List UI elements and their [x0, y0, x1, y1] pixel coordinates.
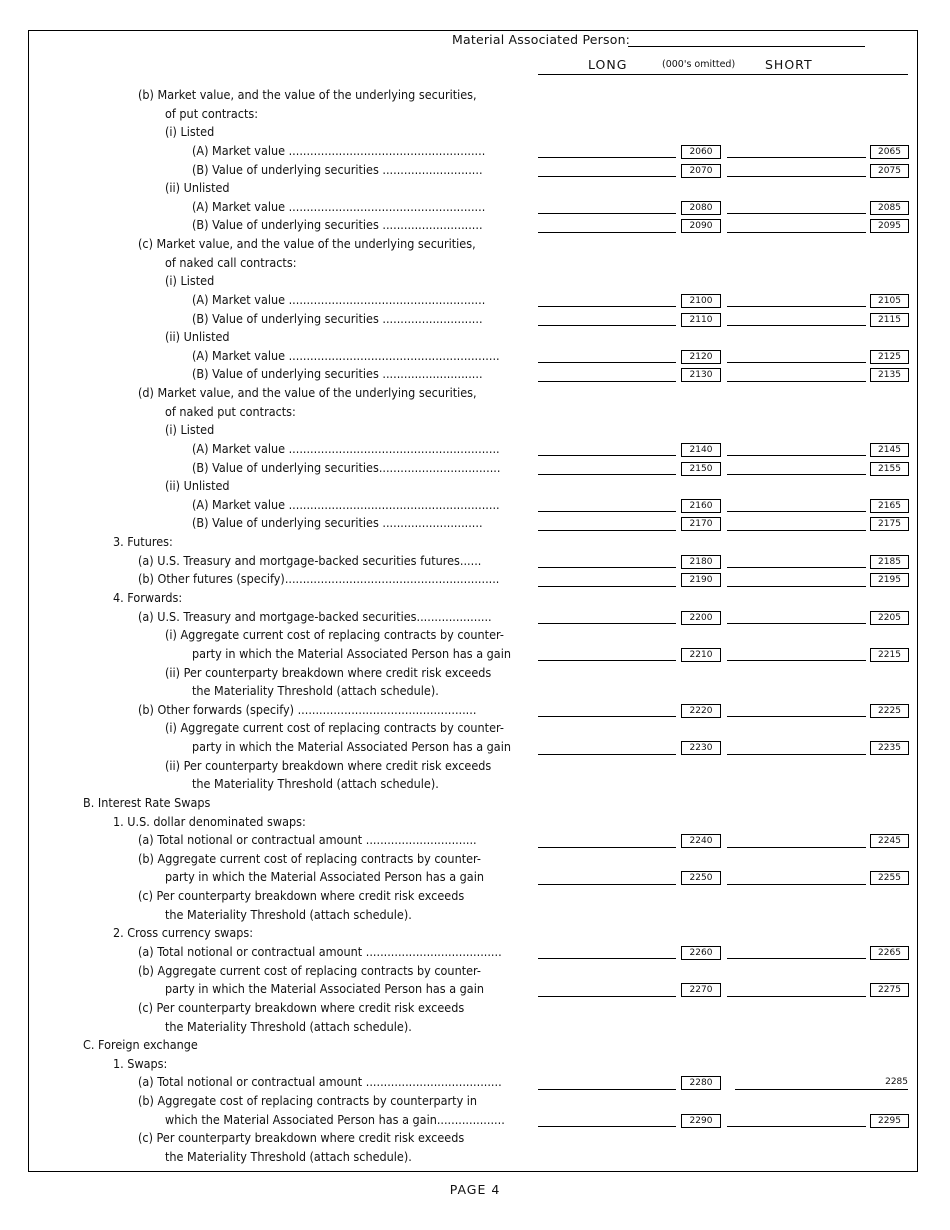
- row-label: (A) Market value ...........................................................: [192, 347, 500, 363]
- short-value-field[interactable]: [727, 455, 866, 456]
- short-value-field[interactable]: [727, 213, 866, 214]
- long-value-field[interactable]: [538, 306, 676, 307]
- short-line-code: 2085: [870, 201, 909, 215]
- long-value-field[interactable]: [538, 325, 676, 326]
- row-label: (i) Listed: [165, 124, 215, 140]
- row-label: (b) Aggregate current cost of replacing contracts by counter-: [138, 962, 481, 978]
- long-line-code: 2080: [681, 201, 721, 215]
- long-value-field[interactable]: [538, 847, 676, 848]
- form-row: [0, 850, 950, 869]
- row-label: (A) Market value ...........................................................: [192, 496, 500, 512]
- form-row: [0, 682, 950, 701]
- long-line-code: 2220: [681, 704, 721, 718]
- form-row: [0, 421, 950, 440]
- row-label: (ii) Unlisted: [165, 478, 230, 494]
- form-row: [0, 626, 950, 645]
- long-line-code: 2250: [681, 871, 721, 885]
- long-line-code: 2230: [681, 741, 721, 755]
- row-label: (i) Listed: [165, 422, 215, 438]
- short-line-code: 2145: [870, 443, 909, 457]
- form-row: [0, 738, 950, 757]
- long-line-code: 2240: [681, 834, 721, 848]
- short-value-field[interactable]: [727, 1126, 866, 1127]
- short-line-code: 2215: [870, 648, 909, 662]
- short-line-code: 2115: [870, 313, 909, 327]
- long-value-field[interactable]: [538, 176, 676, 177]
- form-row: [0, 757, 950, 776]
- row-label: (b) Market value, and the value of the underlying securities,: [138, 87, 477, 102]
- long-line-code: 2260: [681, 946, 721, 960]
- long-line-code: 2180: [681, 555, 721, 569]
- short-value-field[interactable]: [735, 1089, 908, 1090]
- form-row: [0, 589, 950, 608]
- row-label: (a) Total notional or contractual amount ......................................: [138, 1074, 502, 1090]
- row-label: the Materiality Threshold (attach schedule).: [165, 1018, 412, 1034]
- form-row: [0, 775, 950, 794]
- short-value-field[interactable]: [727, 847, 866, 848]
- long-line-code: 2160: [681, 499, 721, 513]
- long-line-code: 2110: [681, 313, 721, 327]
- long-value-field[interactable]: [538, 511, 676, 512]
- row-label: (B) Value of underlying securities ............................: [192, 310, 483, 326]
- row-label: the Materiality Threshold (attach schedule).: [165, 906, 412, 922]
- short-line-code: 2265: [870, 946, 909, 960]
- short-value-field[interactable]: [727, 958, 866, 959]
- row-label: which the Material Associated Person has a gain...................: [165, 1111, 505, 1127]
- long-line-code: 2170: [681, 517, 721, 531]
- short-value-field[interactable]: [727, 586, 866, 587]
- row-label: B. Interest Rate Swaps: [83, 794, 211, 810]
- form-row: [0, 142, 950, 161]
- form-row: [0, 962, 950, 981]
- row-label: (i) Aggregate current cost of replacing contracts by counter-: [165, 627, 504, 643]
- form-row: [0, 719, 950, 738]
- short-value-field[interactable]: [727, 754, 866, 755]
- short-value-field[interactable]: [727, 157, 866, 158]
- row-label: 1. Swaps:: [113, 1055, 168, 1071]
- long-value-field[interactable]: [538, 474, 676, 475]
- row-label: 4. Forwards:: [113, 590, 183, 605]
- row-label: (i) Aggregate current cost of replacing contracts by counter-: [165, 720, 504, 736]
- form-row: [0, 831, 950, 850]
- row-label: of naked call contracts:: [165, 254, 297, 270]
- row-label: of put contracts:: [165, 105, 259, 121]
- form-row: [0, 1148, 950, 1167]
- form-row: [0, 1073, 950, 1092]
- row-label: (a) Total notional or contractual amount ......................................: [138, 943, 502, 959]
- long-value-field[interactable]: [538, 623, 676, 624]
- long-value-field[interactable]: [538, 1126, 676, 1127]
- row-label: (A) Market value .......................................................: [192, 142, 486, 158]
- row-label: 3. Futures:: [113, 534, 173, 550]
- long-line-code: 2090: [681, 219, 721, 233]
- row-label: (c) Market value, and the value of the underlying securities,: [138, 236, 476, 252]
- short-value-field[interactable]: [727, 176, 866, 177]
- row-label: (B) Value of underlying securities ............................: [192, 161, 483, 177]
- form-row: [0, 1036, 950, 1055]
- short-line-code: 2225: [870, 704, 909, 718]
- row-label: (b) Other forwards (specify) ..................................................: [138, 701, 477, 717]
- short-value-field[interactable]: [727, 232, 866, 233]
- form-row: [0, 533, 950, 552]
- form-row: [0, 794, 950, 813]
- form-row: [0, 496, 950, 515]
- form-row: [0, 1129, 950, 1148]
- form-row: [0, 980, 950, 999]
- form-row: [0, 216, 950, 235]
- form-row: [0, 272, 950, 291]
- row-label: (c) Per counterparty breakdown where credit risk exceeds: [138, 888, 465, 904]
- row-label: (B) Value of underlying securities ............................: [192, 366, 483, 382]
- row-label: party in which the Material Associated Person has a gain: [165, 981, 484, 997]
- form-row: [0, 123, 950, 142]
- form-row: [0, 570, 950, 589]
- short-line-code: 2245: [870, 834, 909, 848]
- long-value-field[interactable]: [538, 455, 676, 456]
- form-row: [0, 1055, 950, 1074]
- long-line-code: 2140: [681, 443, 721, 457]
- row-label: (d) Market value, and the value of the underlying securities,: [138, 385, 477, 401]
- form-row: [0, 347, 950, 366]
- row-label: (B) Value of underlying securities ............................: [192, 515, 483, 531]
- row-label: (B) Value of underlying securities ............................: [192, 217, 483, 233]
- row-label: the Materiality Threshold (attach schedule).: [192, 776, 439, 792]
- long-value-field[interactable]: [538, 362, 676, 363]
- short-value-field[interactable]: [727, 474, 866, 475]
- long-value-field[interactable]: [538, 381, 676, 382]
- form-row: [0, 440, 950, 459]
- form-row: [0, 365, 950, 384]
- page-number: PAGE 4: [449, 1182, 501, 1197]
- short-line-code: 2135: [870, 368, 909, 382]
- map-name-label: Material Associated Person:: [452, 32, 631, 47]
- long-column-header: LONG: [588, 57, 628, 72]
- form-row: [0, 1092, 950, 1111]
- form-row: [0, 924, 950, 943]
- row-label: (b) Aggregate cost of replacing contracts by counterparty in: [138, 1093, 478, 1109]
- long-value-field[interactable]: [538, 232, 676, 233]
- form-row: [0, 161, 950, 180]
- form-row: [0, 403, 950, 422]
- form-row: [0, 887, 950, 906]
- short-value-field[interactable]: [727, 716, 866, 717]
- short-line-code: 2275: [870, 983, 909, 997]
- short-line-code: 2075: [870, 164, 909, 178]
- short-value-field[interactable]: [727, 567, 866, 568]
- form-row: [0, 813, 950, 832]
- short-value-field[interactable]: [727, 381, 866, 382]
- long-value-field[interactable]: [538, 213, 676, 214]
- row-label: C. Foreign exchange: [83, 1037, 198, 1053]
- long-value-field[interactable]: [538, 716, 676, 717]
- row-label: (A) Market value ...........................................................: [192, 440, 500, 456]
- row-label: (ii) Per counterparty breakdown where credit risk exceeds: [165, 664, 492, 680]
- form-row: [0, 310, 950, 329]
- row-label: (A) Market value .......................................................: [192, 198, 486, 214]
- long-line-code: 2070: [681, 164, 721, 178]
- form-row: [0, 291, 950, 310]
- short-value-field[interactable]: [727, 660, 866, 661]
- short-line-code: 2125: [870, 350, 909, 364]
- row-label: (c) Per counterparty breakdown where credit risk exceeds: [138, 999, 465, 1015]
- short-value-field[interactable]: [727, 306, 866, 307]
- short-line-code: 2095: [870, 219, 909, 233]
- form-row: [0, 254, 950, 273]
- long-line-code: 2270: [681, 983, 721, 997]
- omitted-note: (000's omitted): [662, 59, 736, 70]
- row-label: (ii) Unlisted: [165, 329, 230, 345]
- form-row: [0, 459, 950, 478]
- form-row: [0, 1111, 950, 1130]
- form-row: [0, 868, 950, 887]
- form-row: [0, 943, 950, 962]
- long-value-field[interactable]: [538, 754, 676, 755]
- long-value-field[interactable]: [538, 567, 676, 568]
- row-label: (ii) Per counterparty breakdown where credit risk exceeds: [165, 757, 492, 773]
- row-label: (a) U.S. Treasury and mortgage-backed securities futures......: [138, 552, 482, 568]
- long-value-field[interactable]: [538, 157, 676, 158]
- short-line-code: 2155: [870, 462, 909, 476]
- long-line-code: 2200: [681, 611, 721, 625]
- row-label: (c) Per counterparty breakdown where credit risk exceeds: [138, 1130, 465, 1146]
- row-label: the Materiality Threshold (attach schedule).: [192, 683, 439, 699]
- short-line-code: 2165: [870, 499, 909, 513]
- row-label: (b) Other futures (specify)............................................................: [138, 571, 500, 587]
- long-value-field[interactable]: [538, 530, 676, 531]
- form-row: [0, 608, 950, 627]
- form-row: [0, 384, 950, 403]
- long-value-field[interactable]: [538, 884, 676, 885]
- long-line-code: 2120: [681, 350, 721, 364]
- short-value-field[interactable]: [727, 511, 866, 512]
- long-line-code: 2130: [681, 368, 721, 382]
- row-label: (ii) Unlisted: [165, 180, 230, 196]
- form-row: [0, 328, 950, 347]
- long-line-code: 2060: [681, 145, 721, 159]
- form-row: [0, 645, 950, 664]
- row-label: (i) Listed: [165, 273, 215, 289]
- row-label: (a) Total notional or contractual amount ...............................: [138, 832, 477, 848]
- row-label: 2. Cross currency swaps:: [113, 925, 254, 941]
- form-row: [0, 664, 950, 683]
- short-line-code: 2105: [870, 294, 909, 308]
- column-header-rule: [538, 74, 908, 75]
- short-value-field[interactable]: [727, 884, 866, 885]
- row-label: the Materiality Threshold (attach schedule).: [165, 1148, 412, 1164]
- short-line-code: 2185: [870, 555, 909, 569]
- short-column-header: SHORT: [765, 57, 813, 72]
- short-line-code: 2195: [870, 573, 909, 587]
- form-row: [0, 198, 950, 217]
- short-line-code: 2065: [870, 145, 909, 159]
- row-label: 1. U.S. dollar denominated swaps:: [113, 813, 306, 829]
- row-label: party in which the Material Associated Person has a gain: [192, 645, 511, 661]
- short-line-code: 2255: [870, 871, 909, 885]
- short-line-code: 2295: [870, 1114, 909, 1128]
- long-line-code: 2210: [681, 648, 721, 662]
- long-value-field[interactable]: [538, 958, 676, 959]
- short-line-code: 2175: [870, 517, 909, 531]
- form-row: [0, 906, 950, 925]
- long-line-code: 2100: [681, 294, 721, 308]
- long-line-code: 2150: [681, 462, 721, 476]
- row-label: party in which the Material Associated Person has a gain: [165, 869, 484, 885]
- long-value-field[interactable]: [538, 586, 676, 587]
- form-row: [0, 179, 950, 198]
- form-row: [0, 1018, 950, 1037]
- long-value-field[interactable]: [538, 996, 676, 997]
- map-name-field[interactable]: [628, 46, 865, 47]
- form-row: [0, 235, 950, 254]
- form-row: [0, 105, 950, 124]
- long-line-code: 2280: [681, 1076, 721, 1090]
- short-value-field[interactable]: [727, 362, 866, 363]
- long-line-code: 2290: [681, 1114, 721, 1128]
- row-label: of naked put contracts:: [165, 403, 296, 419]
- row-label: (A) Market value .......................................................: [192, 291, 486, 307]
- row-label: (a) U.S. Treasury and mortgage-backed securities.....................: [138, 608, 492, 624]
- short-value-field[interactable]: [727, 996, 866, 997]
- form-row: [0, 999, 950, 1018]
- row-label: party in which the Material Associated Person has a gain: [192, 739, 511, 755]
- long-line-code: 2190: [681, 573, 721, 587]
- short-value-field[interactable]: [727, 530, 866, 531]
- short-line-code: 2205: [870, 611, 909, 625]
- short-line-code: 2235: [870, 741, 909, 755]
- short-line-code: 2285: [885, 1077, 908, 1088]
- long-value-field[interactable]: [538, 660, 676, 661]
- form-row: [0, 514, 950, 533]
- form-row: [0, 86, 950, 105]
- long-value-field[interactable]: [538, 1089, 676, 1090]
- form-row: [0, 701, 950, 720]
- short-value-field[interactable]: [727, 325, 866, 326]
- form-row: [0, 552, 950, 571]
- form-row: [0, 477, 950, 496]
- row-label: (B) Value of underlying securities..................................: [192, 459, 501, 475]
- short-value-field[interactable]: [727, 623, 866, 624]
- row-label: (b) Aggregate current cost of replacing contracts by counter-: [138, 850, 481, 866]
